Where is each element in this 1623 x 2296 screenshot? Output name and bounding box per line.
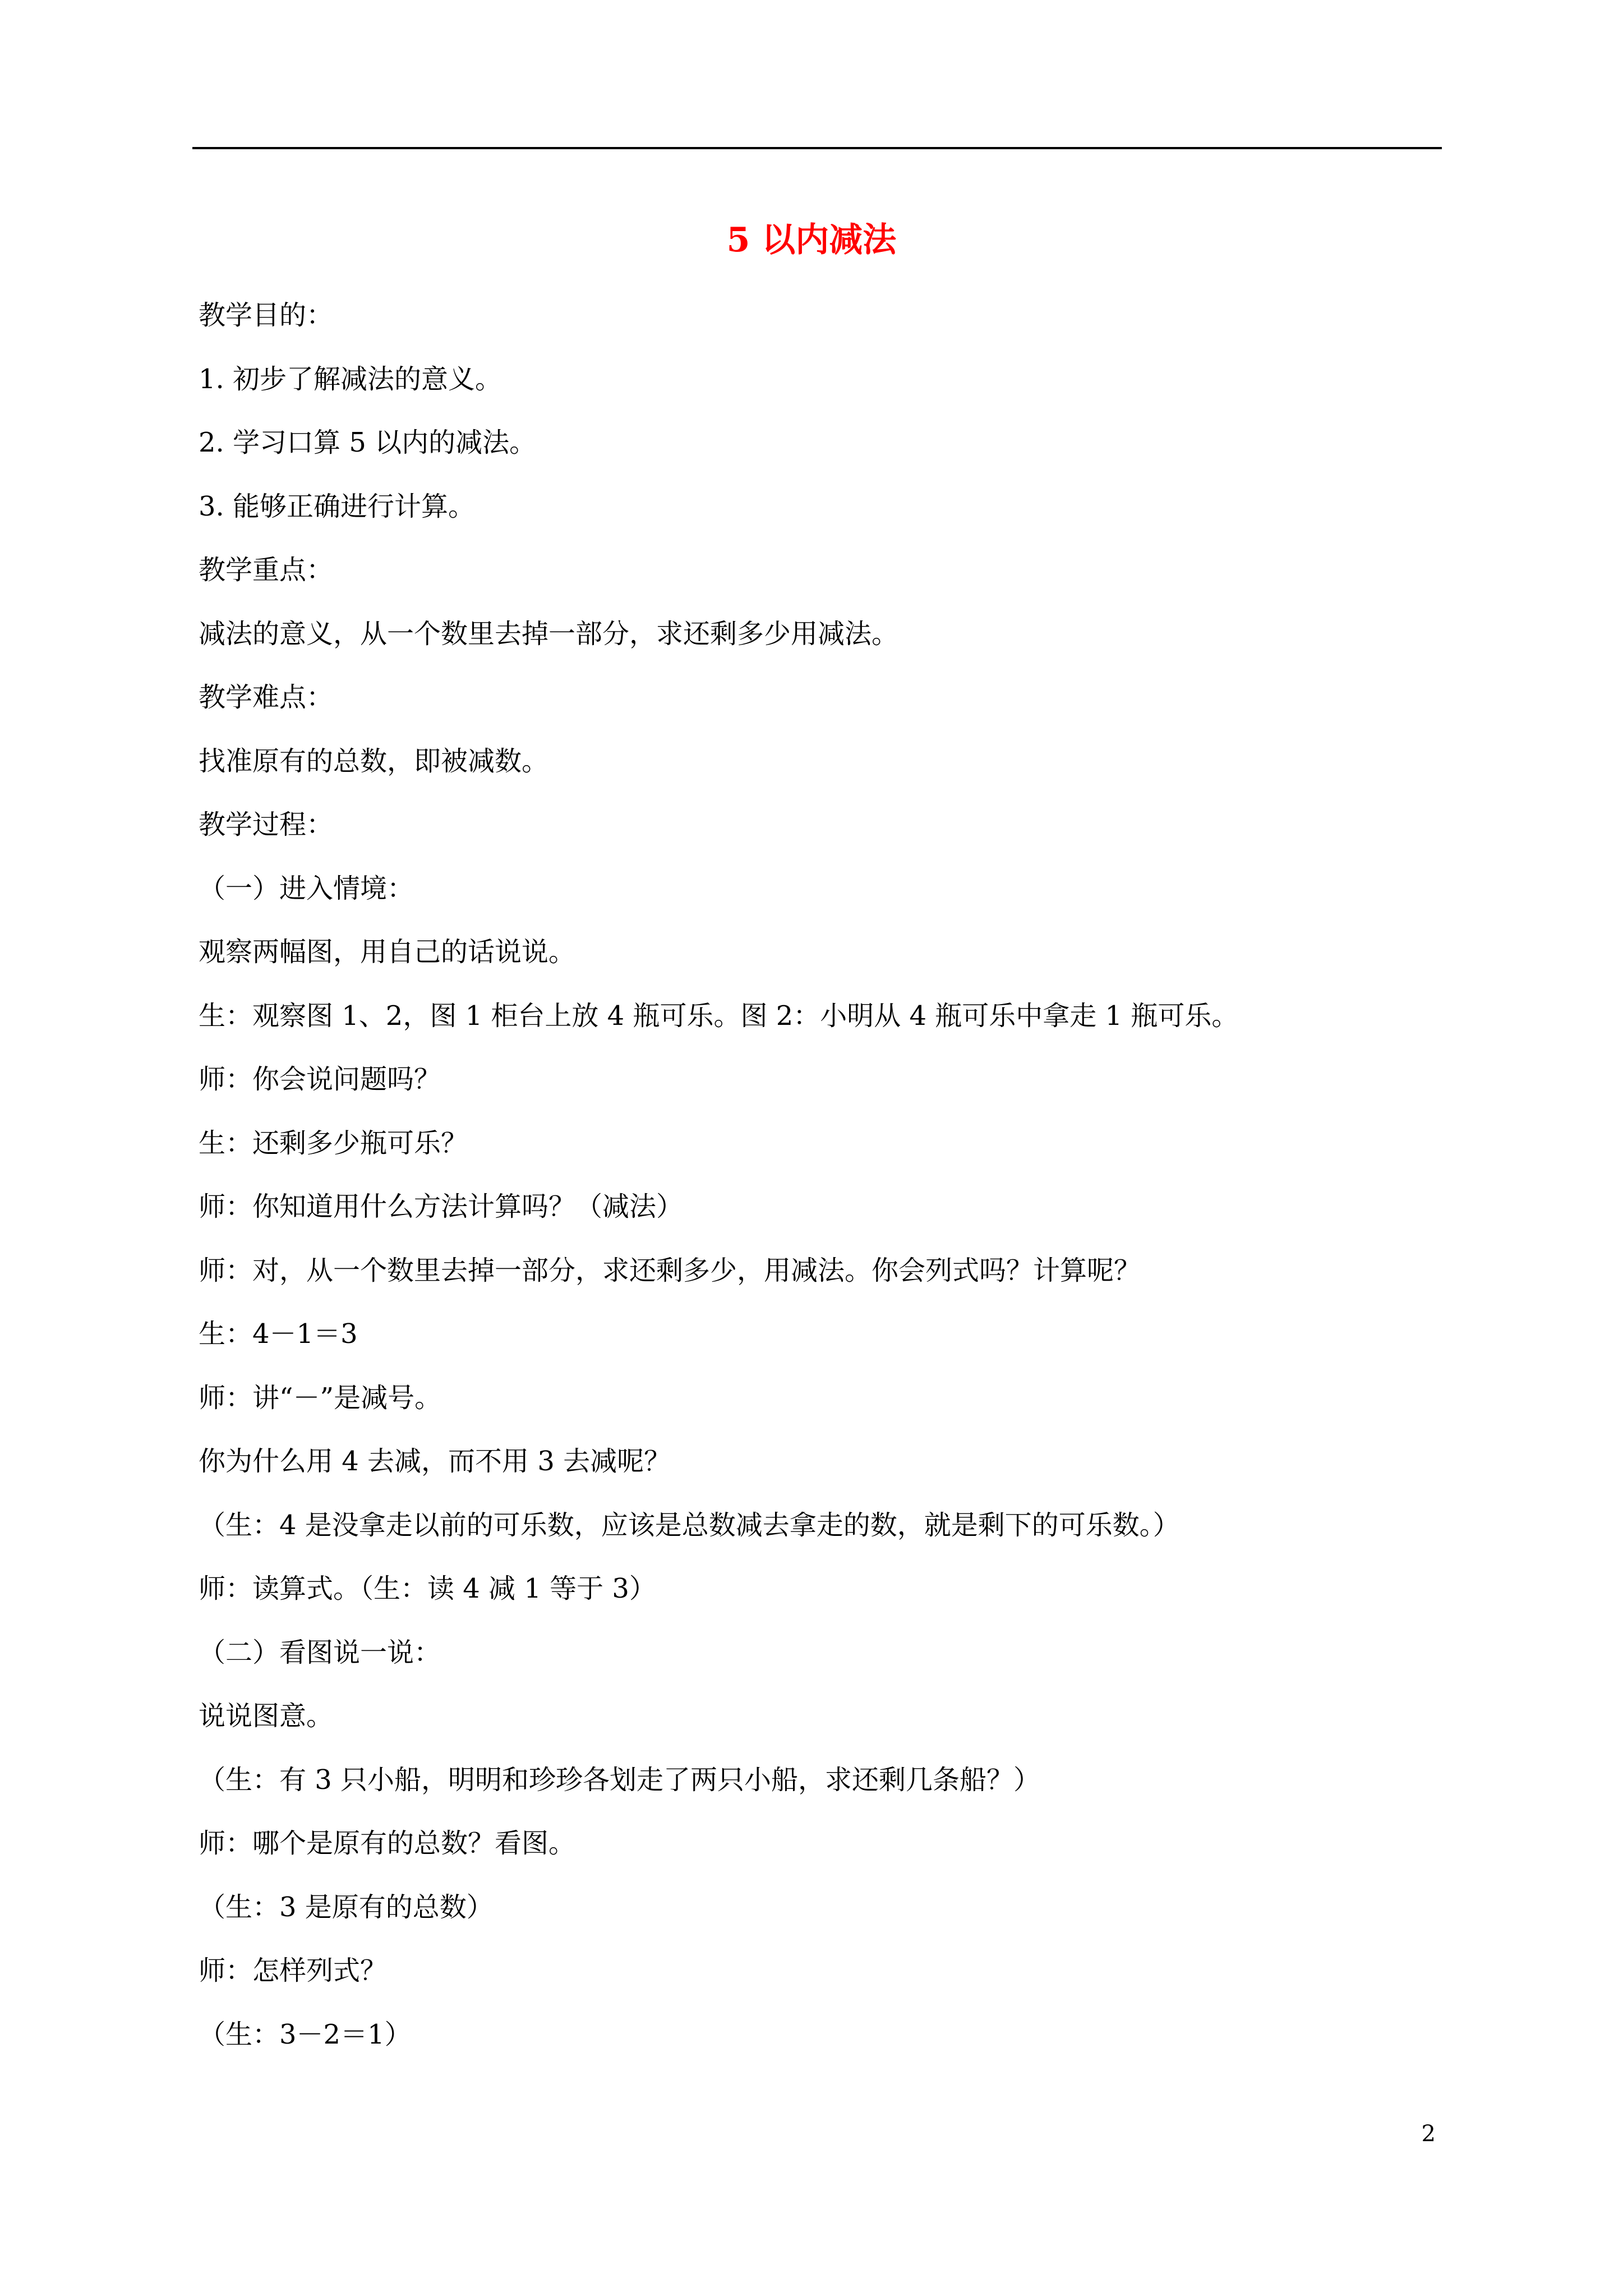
text-line: （生：3－2＝1） bbox=[199, 2018, 412, 2050]
text-line: （生：有 3 只小船，明明和珍珍各划走了两只小船，求还剩几条船？） bbox=[199, 1764, 1041, 1796]
text-line: （一）进入情境： bbox=[199, 872, 414, 904]
text-line: 说说图意。 bbox=[199, 1700, 334, 1732]
text-line: 教学难点： bbox=[199, 682, 334, 713]
header-rule bbox=[192, 147, 1442, 149]
document-body bbox=[199, 297, 1432, 2080]
text-line: 师：对，从一个数里去掉一部分，求还剩多少，用减法。你会列式吗？计算呢？ bbox=[199, 1254, 1141, 1286]
text-line: 生：4－1＝3 bbox=[199, 1318, 358, 1350]
text-line: 找准原有的总数，即被减数。 bbox=[199, 745, 549, 777]
text-line: 2. 学习口算 5 以内的减法。 bbox=[199, 427, 537, 458]
text-line: 师：讲“－”是减号。 bbox=[199, 1382, 442, 1414]
text-line: 3. 能够正确进行计算。 bbox=[199, 490, 476, 522]
text-line: （生：3 是原有的总数） bbox=[199, 1891, 494, 1923]
page-title: 5 以内减法 bbox=[726, 220, 897, 260]
page-number: 2 bbox=[1421, 2121, 1436, 2147]
text-line: 师：你会说问题吗？ bbox=[199, 1064, 441, 1095]
text-line: 师：读算式。（生：读 4 减 1 等于 3） bbox=[199, 1573, 656, 1604]
text-line: 师：怎样列式？ bbox=[199, 1955, 388, 1986]
text-line: 生：观察图 1、2，图 1 柜台上放 4 瓶可乐。图 2：小明从 4 瓶可乐中拿走 1 瓶可乐。 bbox=[199, 1000, 1239, 1032]
text-line: 教学重点： bbox=[199, 554, 334, 586]
text-line: （二）看图说一说： bbox=[199, 1636, 441, 1668]
text-line: 教学目的： bbox=[199, 300, 334, 331]
text-line: 教学过程： bbox=[199, 809, 334, 840]
text-line: 减法的意义，从一个数里去掉一部分，求还剩多少用减法。 bbox=[199, 618, 899, 650]
text-line: 师：哪个是原有的总数？看图。 bbox=[199, 1828, 576, 1859]
text-line: 观察两幅图，用自己的话说说。 bbox=[199, 936, 576, 968]
text-line: 你为什么用 4 去减，而不用 3 去减呢？ bbox=[199, 1446, 671, 1477]
text-line: 1. 初步了解减法的意义。 bbox=[199, 363, 502, 395]
text-line: （生：4 是没拿走以前的可乐数，应该是总数减去拿走的数，就是剩下的可乐数。） bbox=[199, 1509, 1180, 1541]
text-line: 生：还剩多少瓶可乐？ bbox=[199, 1127, 468, 1159]
text-line: 师：你知道用什么方法计算吗？（减法） bbox=[199, 1191, 684, 1222]
